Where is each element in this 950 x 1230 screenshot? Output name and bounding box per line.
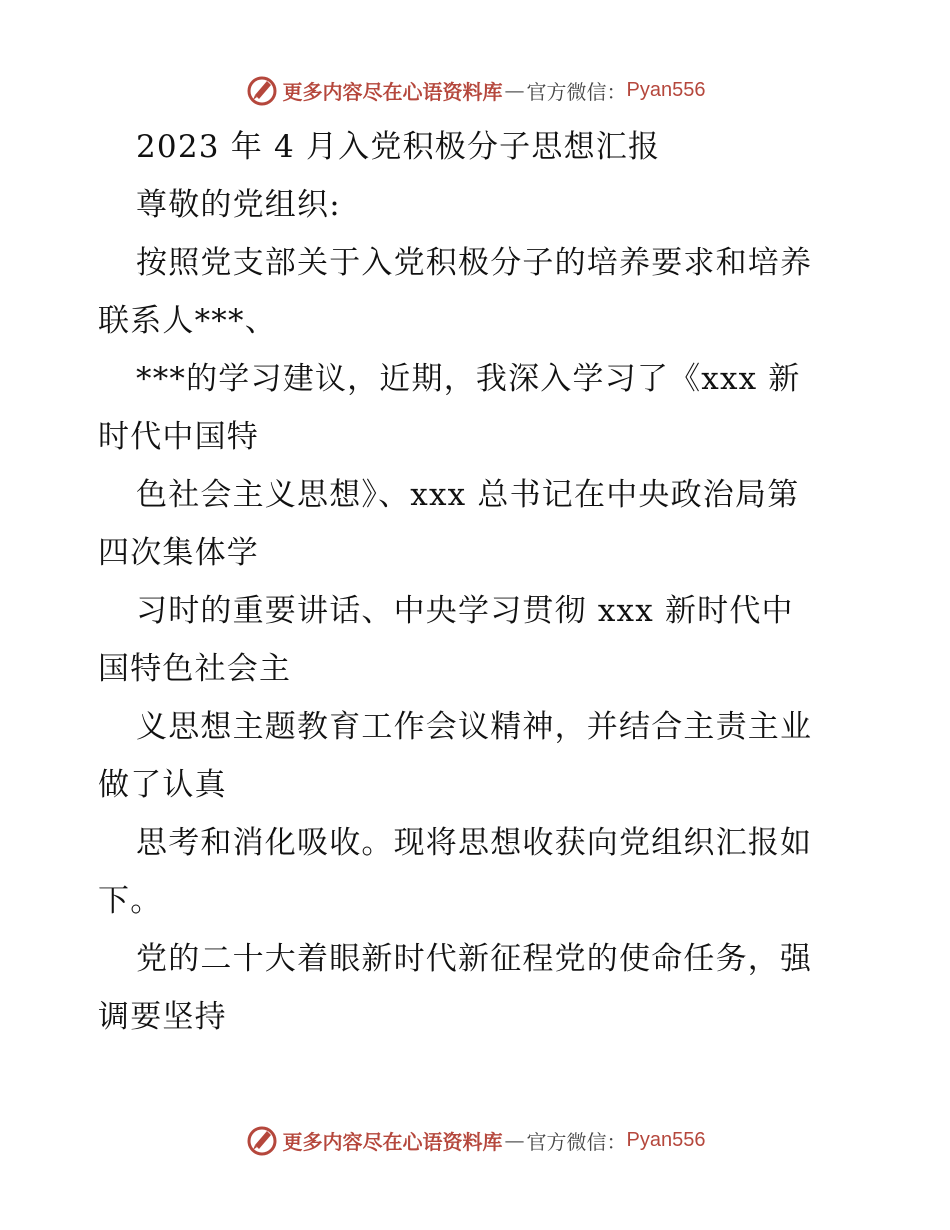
paragraph-line: 调要坚持 [98,999,227,1035]
watermark-wechat-label: 官方微信： [526,79,627,104]
paragraph-line: 时代中国特 [98,419,259,455]
footer-watermark [0,1120,950,1160]
document-body [98,118,858,1046]
paragraph-line: 党的二十大着眼新时代新征程党的使命任务，强 [136,941,813,977]
paragraph-line: 习时的重要讲话、中央学习贯彻 xxx 新时代中 [136,593,794,629]
watermark-separator: — [504,1128,525,1152]
paragraph-line: 联系人***、 [98,303,277,339]
watermark-separator: — [504,78,525,102]
watermark-wechat-label: 官方微信： [526,1129,627,1154]
paragraph-line: 思考和消化吸收。现将思想收获向党组织汇报如 [136,825,813,861]
watermark-site-text: 更多内容尽在心语资料库 [282,1129,503,1154]
watermark-site-text: 更多内容尽在心语资料库 [282,79,503,104]
paragraph-line: 下。 [98,883,163,919]
watermark-wechat-id: Pyan556 [626,1128,706,1151]
paragraph-line: 做了认真 [98,767,227,803]
salutation: 尊敬的党组织: [136,187,341,223]
paragraph-line: 义思想主题教育工作会议精神，并结合主责主业 [136,709,813,745]
header-watermark [0,70,950,110]
paragraph-line: 四次集体学 [98,535,259,571]
document-title: 2023 年 4 月入党积极分子思想汇报 [136,129,661,165]
watermark-wechat-id: Pyan556 [626,78,706,101]
paragraph-line: ***的学习建议，近期，我深入学习了《xxx 新 [136,361,801,397]
paragraph-line: 色社会主义思想》、xxx 总书记在中央政治局第 [136,477,800,513]
paragraph-line: 按照党支部关于入党积极分子的培养要求和培养 [136,245,813,281]
logo-icon [245,1123,279,1157]
paragraph-line: 国特色社会主 [98,651,292,687]
logo-icon [245,73,279,107]
